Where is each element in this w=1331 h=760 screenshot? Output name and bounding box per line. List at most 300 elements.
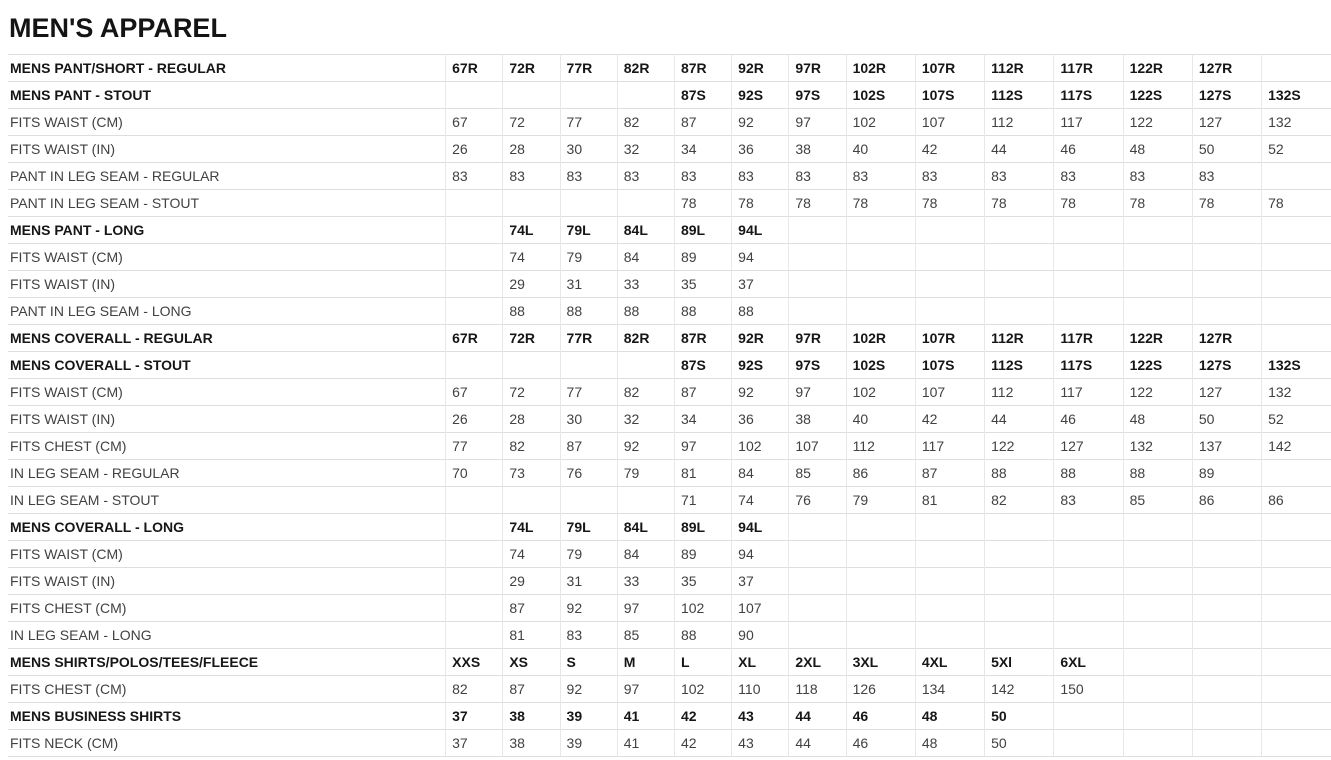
size-value-cell	[1054, 271, 1123, 298]
size-value-cell: 110	[732, 676, 789, 703]
size-value-cell: 42	[674, 730, 731, 757]
size-value-cell: 76	[560, 460, 617, 487]
size-value-cell: 76	[789, 487, 846, 514]
size-value-cell: 37	[732, 568, 789, 595]
size-value-cell	[1262, 514, 1331, 541]
size-value-cell: 41	[617, 703, 674, 730]
size-value-cell: 2XL	[789, 649, 846, 676]
size-value-cell: 127	[1054, 433, 1123, 460]
size-value-cell: 67	[446, 379, 503, 406]
size-value-cell: 34	[674, 136, 731, 163]
size-value-cell	[1192, 514, 1261, 541]
size-chart-table	[8, 54, 1331, 757]
size-value-cell: 77R	[560, 55, 617, 82]
size-value-cell: 46	[1054, 406, 1123, 433]
row-label: MENS PANT/SHORT - REGULAR	[8, 55, 446, 82]
size-value-cell: 79L	[560, 514, 617, 541]
size-value-cell: 87	[915, 460, 984, 487]
size-value-cell	[1262, 676, 1331, 703]
size-value-cell: 127	[1192, 379, 1261, 406]
data-row	[8, 406, 1331, 433]
size-value-cell	[503, 487, 560, 514]
size-value-cell: 6XL	[1054, 649, 1123, 676]
size-value-cell	[1192, 622, 1261, 649]
size-value-cell: 29	[503, 271, 560, 298]
size-value-cell: 132	[1262, 109, 1331, 136]
size-value-cell: 83	[560, 163, 617, 190]
size-value-cell	[1054, 595, 1123, 622]
size-value-cell: 82	[985, 487, 1054, 514]
size-value-cell: 81	[674, 460, 731, 487]
size-value-cell: 74L	[503, 514, 560, 541]
size-value-cell	[789, 541, 846, 568]
row-label: FITS CHEST (CM)	[8, 595, 446, 622]
size-value-cell	[1123, 568, 1192, 595]
size-value-cell	[446, 514, 503, 541]
size-value-cell	[617, 82, 674, 109]
size-value-cell: 44	[789, 703, 846, 730]
size-value-cell	[915, 298, 984, 325]
size-value-cell	[915, 595, 984, 622]
size-value-cell: 94	[732, 541, 789, 568]
size-value-cell: 87	[503, 595, 560, 622]
size-value-cell	[1192, 244, 1261, 271]
size-value-cell: 74	[503, 541, 560, 568]
size-value-cell: 33	[617, 271, 674, 298]
size-value-cell	[1192, 730, 1261, 757]
size-value-cell: 112S	[985, 82, 1054, 109]
size-value-cell: 112S	[985, 352, 1054, 379]
size-value-cell	[789, 217, 846, 244]
size-value-cell	[1192, 595, 1261, 622]
size-value-cell: 92S	[732, 352, 789, 379]
size-value-cell: 117	[1054, 109, 1123, 136]
row-label: MENS PANT - LONG	[8, 217, 446, 244]
size-value-cell: 74L	[503, 217, 560, 244]
size-value-cell	[1262, 649, 1331, 676]
size-value-cell: 107R	[915, 55, 984, 82]
size-value-cell: 97R	[789, 325, 846, 352]
section-header-row	[8, 649, 1331, 676]
size-value-cell: 97S	[789, 82, 846, 109]
size-value-cell	[446, 244, 503, 271]
size-value-cell	[1262, 244, 1331, 271]
size-value-cell: 79	[560, 541, 617, 568]
row-label: PANT IN LEG SEAM - LONG	[8, 298, 446, 325]
data-row	[8, 730, 1331, 757]
size-value-cell	[985, 595, 1054, 622]
size-value-cell: 107	[915, 379, 984, 406]
size-value-cell: 127R	[1192, 55, 1261, 82]
size-value-cell	[560, 190, 617, 217]
size-value-cell: 26	[446, 136, 503, 163]
size-value-cell: 88	[674, 622, 731, 649]
size-value-cell: 78	[846, 190, 915, 217]
size-value-cell: 127	[1192, 109, 1261, 136]
row-label: FITS CHEST (CM)	[8, 433, 446, 460]
size-value-cell: XXS	[446, 649, 503, 676]
data-row	[8, 595, 1331, 622]
size-value-cell	[446, 622, 503, 649]
size-value-cell	[1262, 568, 1331, 595]
size-value-cell: 122R	[1123, 325, 1192, 352]
size-value-cell: 32	[617, 406, 674, 433]
size-value-cell: 94L	[732, 514, 789, 541]
row-label: FITS WAIST (CM)	[8, 379, 446, 406]
size-value-cell: 48	[915, 730, 984, 757]
size-value-cell: 107	[915, 109, 984, 136]
size-value-cell: 88	[985, 460, 1054, 487]
size-value-cell	[1123, 217, 1192, 244]
size-value-cell	[789, 595, 846, 622]
size-value-cell	[915, 217, 984, 244]
size-value-cell: 92	[617, 433, 674, 460]
size-value-cell: 42	[915, 136, 984, 163]
size-value-cell	[503, 82, 560, 109]
size-value-cell	[915, 244, 984, 271]
size-value-cell	[1054, 298, 1123, 325]
size-value-cell: 5Xl	[985, 649, 1054, 676]
row-label: MENS COVERALL - LONG	[8, 514, 446, 541]
size-value-cell: 72R	[503, 55, 560, 82]
size-value-cell: 87R	[674, 55, 731, 82]
size-value-cell	[1054, 217, 1123, 244]
size-value-cell: 92	[732, 109, 789, 136]
size-value-cell: 89L	[674, 514, 731, 541]
size-value-cell	[789, 298, 846, 325]
size-value-cell	[789, 271, 846, 298]
data-row	[8, 271, 1331, 298]
size-value-cell	[560, 352, 617, 379]
size-value-cell	[1123, 595, 1192, 622]
size-value-cell: 122	[1123, 379, 1192, 406]
size-value-cell	[1192, 298, 1261, 325]
size-value-cell: 42	[915, 406, 984, 433]
size-value-cell: 38	[503, 730, 560, 757]
size-value-cell: 86	[1262, 487, 1331, 514]
section-header-row	[8, 55, 1331, 82]
size-value-cell: 88	[560, 298, 617, 325]
size-value-cell: 26	[446, 406, 503, 433]
size-value-cell	[1123, 298, 1192, 325]
size-value-cell: 150	[1054, 676, 1123, 703]
size-value-cell: 36	[732, 406, 789, 433]
size-value-cell: 70	[446, 460, 503, 487]
size-value-cell	[446, 568, 503, 595]
size-value-cell: 77R	[560, 325, 617, 352]
size-value-cell: 89	[674, 541, 731, 568]
size-value-cell: 35	[674, 568, 731, 595]
size-value-cell	[789, 514, 846, 541]
size-value-cell: 92	[560, 595, 617, 622]
size-value-cell: 94	[732, 244, 789, 271]
size-value-cell: 117R	[1054, 325, 1123, 352]
size-value-cell: 102	[674, 676, 731, 703]
size-value-cell: 83	[560, 622, 617, 649]
size-value-cell: 83	[674, 163, 731, 190]
size-value-cell: 40	[846, 406, 915, 433]
size-value-cell: 50	[1192, 406, 1261, 433]
size-value-cell: 97	[617, 595, 674, 622]
size-value-cell: 127S	[1192, 352, 1261, 379]
size-value-cell: 142	[985, 676, 1054, 703]
size-value-cell	[915, 541, 984, 568]
row-label: FITS NECK (CM)	[8, 730, 446, 757]
size-value-cell: 94L	[732, 217, 789, 244]
data-row	[8, 244, 1331, 271]
size-value-cell: 83	[732, 163, 789, 190]
size-value-cell: 102R	[846, 325, 915, 352]
size-value-cell	[915, 622, 984, 649]
data-row	[8, 109, 1331, 136]
size-value-cell: 36	[732, 136, 789, 163]
size-value-cell	[1054, 514, 1123, 541]
size-value-cell	[1192, 541, 1261, 568]
size-value-cell	[1192, 703, 1261, 730]
size-value-cell: 83	[1054, 487, 1123, 514]
size-value-cell: 112	[985, 379, 1054, 406]
size-value-cell: 30	[560, 406, 617, 433]
size-value-cell	[446, 541, 503, 568]
row-label: FITS WAIST (IN)	[8, 568, 446, 595]
size-value-cell	[789, 568, 846, 595]
size-value-cell: 87	[503, 676, 560, 703]
size-value-cell: 97S	[789, 352, 846, 379]
size-value-cell: 97	[789, 379, 846, 406]
size-value-cell: 83	[1054, 163, 1123, 190]
size-value-cell: 52	[1262, 136, 1331, 163]
size-value-cell: 48	[1123, 136, 1192, 163]
size-value-cell: 83	[789, 163, 846, 190]
size-value-cell	[985, 541, 1054, 568]
size-value-cell	[1192, 649, 1261, 676]
size-value-cell: 82R	[617, 325, 674, 352]
section-header-row	[8, 217, 1331, 244]
size-value-cell	[503, 190, 560, 217]
section-header-row	[8, 82, 1331, 109]
size-value-cell	[1123, 649, 1192, 676]
size-value-cell	[1262, 271, 1331, 298]
size-value-cell: 82	[617, 379, 674, 406]
size-value-cell: 83	[985, 163, 1054, 190]
size-value-cell	[446, 82, 503, 109]
size-value-cell: 78	[1123, 190, 1192, 217]
size-value-cell: 137	[1192, 433, 1261, 460]
size-value-cell: 84	[617, 244, 674, 271]
size-value-cell: 40	[846, 136, 915, 163]
size-value-cell: 122	[985, 433, 1054, 460]
size-value-cell: 81	[503, 622, 560, 649]
size-value-cell	[446, 217, 503, 244]
size-value-cell: 97R	[789, 55, 846, 82]
row-label: FITS WAIST (IN)	[8, 136, 446, 163]
section-header-row	[8, 325, 1331, 352]
size-table-body	[8, 55, 1331, 757]
size-value-cell	[560, 487, 617, 514]
size-value-cell: 50	[985, 730, 1054, 757]
size-value-cell: 86	[846, 460, 915, 487]
row-label: MENS BUSINESS SHIRTS	[8, 703, 446, 730]
size-value-cell: 78	[1192, 190, 1261, 217]
data-row	[8, 298, 1331, 325]
size-value-cell: 112	[985, 109, 1054, 136]
size-value-cell: 48	[1123, 406, 1192, 433]
data-row	[8, 433, 1331, 460]
size-value-cell	[985, 298, 1054, 325]
size-value-cell: 89L	[674, 217, 731, 244]
size-value-cell: 78	[732, 190, 789, 217]
size-value-cell: 102	[732, 433, 789, 460]
size-value-cell: 81	[915, 487, 984, 514]
size-value-cell	[1123, 730, 1192, 757]
size-value-cell: 112R	[985, 55, 1054, 82]
size-value-cell: 112	[846, 433, 915, 460]
size-value-cell	[1054, 730, 1123, 757]
size-value-cell	[446, 352, 503, 379]
size-value-cell: 37	[446, 703, 503, 730]
size-value-cell	[1192, 271, 1261, 298]
size-value-cell: 82	[617, 109, 674, 136]
size-value-cell: 38	[789, 136, 846, 163]
size-value-cell: 37	[446, 730, 503, 757]
size-value-cell: 92R	[732, 55, 789, 82]
size-value-cell	[846, 568, 915, 595]
size-value-cell: 79	[846, 487, 915, 514]
size-value-cell	[846, 217, 915, 244]
size-value-cell	[1262, 163, 1331, 190]
size-value-cell: 78	[1054, 190, 1123, 217]
size-value-cell: 107S	[915, 82, 984, 109]
section-header-row	[8, 352, 1331, 379]
size-value-cell: 92	[732, 379, 789, 406]
size-value-cell: 88	[1123, 460, 1192, 487]
size-value-cell: 29	[503, 568, 560, 595]
size-value-cell: 34	[674, 406, 731, 433]
size-value-cell	[1262, 541, 1331, 568]
size-value-cell	[1262, 298, 1331, 325]
data-row	[8, 622, 1331, 649]
row-label: FITS WAIST (IN)	[8, 406, 446, 433]
size-value-cell	[1123, 244, 1192, 271]
size-value-cell	[1262, 703, 1331, 730]
size-value-cell: 132	[1123, 433, 1192, 460]
size-value-cell: 35	[674, 271, 731, 298]
size-value-cell	[617, 487, 674, 514]
size-value-cell	[446, 271, 503, 298]
size-value-cell: 78	[1262, 190, 1331, 217]
size-value-cell	[985, 271, 1054, 298]
size-value-cell: 74	[503, 244, 560, 271]
size-value-cell: 74	[732, 487, 789, 514]
size-value-cell	[915, 271, 984, 298]
size-value-cell	[446, 190, 503, 217]
size-value-cell	[1123, 703, 1192, 730]
size-value-cell	[1192, 676, 1261, 703]
size-value-cell: 41	[617, 730, 674, 757]
row-label: FITS WAIST (CM)	[8, 541, 446, 568]
size-value-cell: 134	[915, 676, 984, 703]
size-value-cell: 67R	[446, 55, 503, 82]
size-value-cell: 107S	[915, 352, 984, 379]
size-value-cell: XL	[732, 649, 789, 676]
size-value-cell: 37	[732, 271, 789, 298]
size-value-cell	[446, 298, 503, 325]
size-value-cell: 52	[1262, 406, 1331, 433]
size-value-cell: 46	[846, 730, 915, 757]
size-value-cell: 118	[789, 676, 846, 703]
size-value-cell	[1262, 460, 1331, 487]
size-value-cell: 122	[1123, 109, 1192, 136]
size-value-cell: 117	[915, 433, 984, 460]
size-value-cell: L	[674, 649, 731, 676]
section-header-row	[8, 703, 1331, 730]
row-label: PANT IN LEG SEAM - REGULAR	[8, 163, 446, 190]
size-value-cell: 82	[446, 676, 503, 703]
size-value-cell	[1262, 730, 1331, 757]
size-value-cell	[503, 352, 560, 379]
size-value-cell: 102	[674, 595, 731, 622]
size-value-cell: 3XL	[846, 649, 915, 676]
size-value-cell: 30	[560, 136, 617, 163]
row-label: FITS WAIST (IN)	[8, 271, 446, 298]
size-value-cell: 31	[560, 271, 617, 298]
row-label: PANT IN LEG SEAM - STOUT	[8, 190, 446, 217]
size-value-cell: 89	[674, 244, 731, 271]
size-value-cell: 102S	[846, 82, 915, 109]
size-value-cell	[446, 487, 503, 514]
row-label: IN LEG SEAM - STOUT	[8, 487, 446, 514]
size-value-cell: 72	[503, 109, 560, 136]
size-value-cell: 88	[617, 298, 674, 325]
size-value-cell	[1054, 568, 1123, 595]
size-value-cell: 102	[846, 379, 915, 406]
size-value-cell	[1262, 595, 1331, 622]
size-value-cell: 28	[503, 406, 560, 433]
size-value-cell	[1192, 217, 1261, 244]
size-value-cell	[1123, 271, 1192, 298]
size-value-cell: 85	[1123, 487, 1192, 514]
row-label: FITS CHEST (CM)	[8, 676, 446, 703]
data-row	[8, 190, 1331, 217]
size-value-cell: S	[560, 649, 617, 676]
size-value-cell: 117	[1054, 379, 1123, 406]
size-value-cell	[1054, 703, 1123, 730]
size-value-cell: 50	[985, 703, 1054, 730]
size-value-cell: 33	[617, 568, 674, 595]
size-value-cell: 79	[560, 244, 617, 271]
size-value-cell: 82R	[617, 55, 674, 82]
size-value-cell: 97	[674, 433, 731, 460]
size-value-cell: 50	[1192, 136, 1261, 163]
size-value-cell: 84L	[617, 514, 674, 541]
size-value-cell: 77	[446, 433, 503, 460]
size-value-cell: 38	[789, 406, 846, 433]
size-value-cell: 92S	[732, 82, 789, 109]
size-value-cell	[985, 244, 1054, 271]
section-header-row	[8, 514, 1331, 541]
size-value-cell: 46	[1054, 136, 1123, 163]
size-value-cell: M	[617, 649, 674, 676]
row-label: FITS WAIST (CM)	[8, 244, 446, 271]
size-value-cell	[789, 622, 846, 649]
size-value-cell: 127S	[1192, 82, 1261, 109]
size-value-cell: 88	[1054, 460, 1123, 487]
size-value-cell: 48	[915, 703, 984, 730]
size-value-cell	[1123, 541, 1192, 568]
size-value-cell: 132S	[1262, 352, 1331, 379]
size-value-cell	[846, 298, 915, 325]
size-value-cell: 92R	[732, 325, 789, 352]
